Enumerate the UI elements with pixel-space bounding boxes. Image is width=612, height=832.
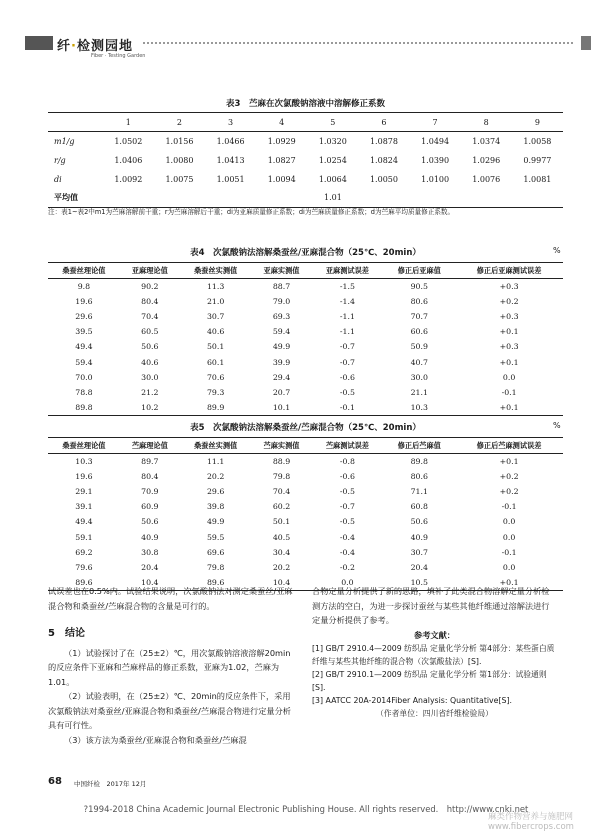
table5-cell: 59.1: [75, 532, 93, 542]
table5-cell: 79.6: [75, 562, 93, 572]
page-number: 68: [48, 776, 62, 787]
table4: [48, 262, 563, 416]
table4-cell: -1.5: [339, 281, 355, 291]
table3-col: 6: [358, 113, 409, 132]
table5-cell: 60.9: [141, 502, 159, 512]
table4-col: 修正后亚麻测试误差: [455, 263, 563, 279]
table4-cell: 20.7: [272, 387, 291, 397]
table4-row: [48, 385, 563, 400]
table5-cell: 40.9: [410, 532, 428, 542]
table5-cell: 20.2: [206, 471, 225, 481]
table3-col: 1: [103, 113, 154, 132]
table4-cell: -1.1: [339, 327, 355, 337]
reference-item: [3] AATCC 20A-2014Fiber Analysis: Quantitative[S].: [312, 696, 512, 705]
table5-caption: 表5 次氯酸钠法溶解桑蚕丝/苎麻混合物（25℃、20min）: [190, 423, 421, 433]
table5-cell: 70.9: [141, 486, 159, 496]
table5-cell: 10.4: [252, 575, 312, 590]
table5-col: 桑蚕丝理论值: [48, 438, 120, 454]
table4-cell: -1.1: [339, 311, 355, 321]
table4-cell: 79.3: [206, 387, 225, 397]
table4-cell: +0.1: [455, 400, 563, 415]
table4-cell: 50.6: [141, 342, 159, 352]
table5-cell: 10.4: [120, 575, 180, 590]
table5-cell: 79.8: [272, 471, 291, 481]
table4-cell: 49.9: [272, 342, 291, 352]
table4-cell: -0.5: [339, 387, 355, 397]
reference-item: [1] GB/T 2910.4—2009 纺织品 定量化学分析 第4部分：某些蛋白质纤维与某些其他纤维的混合物（次氯酸盐法）[S].: [312, 644, 555, 666]
left-column: [48, 584, 293, 747]
table5-row: [48, 469, 563, 484]
table4-row: [48, 354, 563, 369]
table5-cell: 0.0: [502, 562, 516, 572]
table3-col: 7: [410, 113, 461, 132]
table4-cell: 9.8: [77, 281, 91, 291]
reference-item: [2] GB/T 2910.1—2009 纺织品 定量化学分析 第1部分：试验通则[S].: [312, 670, 547, 692]
table5-cell: 20.4: [410, 562, 428, 572]
table5: [48, 437, 563, 591]
table5-cell: -0.2: [339, 562, 355, 572]
table4-cell: 50.1: [206, 342, 225, 352]
table4-cell: 60.5: [141, 327, 159, 337]
table4-cell: 60.1: [206, 357, 225, 367]
table4-cell: 30.0: [410, 372, 428, 382]
table4-col: 桑蚕丝实测值: [180, 263, 252, 279]
author-affiliation: （作者单位：四川省纤维检验局）: [376, 709, 493, 718]
table4-cell: -0.7: [339, 342, 355, 352]
table5-cell: 60.8: [410, 502, 428, 512]
table5-cell: 49.9: [206, 517, 225, 527]
table4-cell: -0.6: [339, 372, 355, 382]
table4-cell: 80.4: [141, 296, 159, 306]
header-subtitle: Fiber · Testing Garden: [91, 53, 146, 59]
table5-row: [48, 514, 563, 529]
table4-cell: 90.2: [141, 281, 159, 291]
table4-cell: +0.1: [499, 357, 519, 367]
table3-note: 注：表1~表2中m1为苎麻溶解前干重；r为苎麻溶解后干重；di为亚麻质量修正系数；di为苎麻质量修正系数；d为苎麻平均质量修正系数。: [48, 208, 455, 216]
table4-cell: +0.3: [499, 281, 519, 291]
table3-col: 8: [461, 113, 512, 132]
table4-cell: 78.8: [75, 387, 93, 397]
table4-row: [48, 294, 563, 309]
table5-cell: 80.4: [141, 471, 159, 481]
table4-cell: 50.9: [410, 342, 428, 352]
table5-cell: 89.8: [410, 456, 428, 466]
table5-cell: +0.2: [499, 486, 519, 496]
table4-cell: 90.5: [410, 281, 428, 291]
table5-cell: 30.8: [141, 547, 159, 557]
table4-row: [48, 400, 563, 415]
table5-cell: -0.4: [339, 547, 355, 557]
table4-cell: +0.3: [499, 342, 519, 352]
table5-row: [48, 545, 563, 560]
conclusion-2: （2）试验表明，在（25±2）℃、20min的反应条件下，采用次氯酸钠法对桑蚕丝/亚麻混合物和桑蚕丝/苎麻混合物进行定量分析具有可行性。: [48, 691, 291, 730]
table5-cell: -0.4: [339, 532, 355, 542]
table4-cell: 80.6: [410, 296, 428, 306]
table3-row: r/g 1.0406 1.0080 1.0413 1.0827 1.0254 1.0824 1.0390 1.0296 0.9977: [54, 155, 552, 165]
table4-cell: 29.4: [272, 372, 291, 382]
table3-col: [48, 113, 103, 132]
table5-cell: 79.8: [206, 562, 225, 572]
table4-cell: 89.8: [48, 400, 120, 415]
table3-row: di 1.0092 1.0075 1.0051 1.0094 1.0064 1.0050 1.0100 1.0076 1.0081: [54, 174, 552, 184]
table3-col: 2: [154, 113, 205, 132]
right-column: [312, 584, 557, 722]
table5-header-row: [48, 438, 563, 454]
table5-cell: 11.1: [206, 456, 225, 466]
table3-row: m1/g 1.0502 1.0156 1.0466 1.0929 1.0320 1.0878 1.0494 1.0374 1.0058: [54, 136, 552, 146]
table5-cell: 89.6: [180, 575, 252, 590]
table4-cell: 39.9: [272, 357, 291, 367]
table4-caption: 表4 次氯酸钠法溶解桑蚕丝/亚麻混合物（25℃、20min）: [190, 248, 421, 258]
table4-cell: 59.4: [75, 357, 93, 367]
table5-cell: 10.5: [383, 575, 455, 590]
table4-cell: 70.7: [410, 311, 428, 321]
table5-cell: -0.6: [339, 471, 355, 481]
table5-cell: 50.1: [272, 517, 291, 527]
table5-col: 修正后苎麻测试误差: [455, 438, 563, 454]
table5-cell: +0.2: [499, 471, 519, 481]
table5-cell: 0.0: [502, 532, 516, 542]
table4-row: [48, 339, 563, 354]
table5-cell: 59.5: [206, 532, 225, 542]
table3-avg-row: [48, 189, 563, 208]
table4-cell: 60.6: [410, 327, 428, 337]
table5-cell: 60.2: [272, 502, 291, 512]
table4-header-row: [48, 263, 563, 279]
table5-col: 修正后苎麻值: [383, 438, 455, 454]
table5-cell: 40.5: [272, 532, 291, 542]
table4-cell: 10.2: [120, 400, 180, 415]
table5-cell: 80.6: [410, 471, 428, 481]
table4-cell: 70.4: [141, 311, 159, 321]
section-heading: 5 结论: [48, 628, 85, 639]
table5-cell: 71.1: [410, 486, 428, 496]
table5-cell: 50.6: [410, 517, 428, 527]
watermark: 麻类作物营养与施肥网 www.fibercrops.com: [488, 812, 574, 832]
copyright-footer: ?1994-2018 China Academic Journal Electronic Publishing House. All rights reserved. http://www.cnki.net: [83, 804, 529, 814]
table5-col: 苎麻实测值: [252, 438, 312, 454]
table3-col: 4: [256, 113, 307, 132]
table4-cell: 10.1: [252, 400, 312, 415]
table4-cell: 40.7: [410, 357, 428, 367]
table5-col: 苎麻测试误差: [311, 438, 383, 454]
table5-cell: 39.8: [206, 502, 225, 512]
table5-cell: 30.4: [272, 547, 291, 557]
table5-row: [48, 499, 563, 514]
table4-cell: 59.4: [272, 327, 291, 337]
table4-row: [48, 324, 563, 339]
table5-cell: 49.4: [75, 517, 93, 527]
table5-cell: 30.7: [410, 547, 428, 557]
table5-cell: 0.0: [311, 575, 383, 590]
table5-row: [48, 454, 563, 469]
table4-cell: 30.7: [206, 311, 225, 321]
table5-cell: +0.1: [499, 456, 519, 466]
table4-cell: 21.2: [141, 387, 159, 397]
table5-cell: 20.2: [272, 562, 291, 572]
table5-cell: 20.4: [141, 562, 159, 572]
table5-cell: -0.5: [339, 517, 355, 527]
table3-col: 5: [307, 113, 358, 132]
table4-cell: 79.0: [272, 296, 291, 306]
journal-info: 中国纤检 2017年 12月: [74, 780, 147, 788]
table4-cell: 49.4: [75, 342, 93, 352]
table4-cell: -0.1: [311, 400, 383, 415]
table5-cell: 39.1: [75, 502, 93, 512]
table5-cell: 19.6: [75, 471, 93, 481]
table3-caption: 表3 苎麻在次氯酸钠溶液中溶解修正系数: [226, 99, 385, 109]
table4-cell: +0.3: [499, 311, 519, 321]
table3-avg-value: 1.01: [103, 189, 563, 208]
table5-col: 桑蚕丝实测值: [180, 438, 252, 454]
table4-cell: -1.4: [339, 296, 355, 306]
table5-cell: 50.6: [141, 517, 159, 527]
table5-col: 苎麻理论值: [120, 438, 180, 454]
header-block: [581, 36, 591, 50]
table4-cell: 89.9: [180, 400, 252, 415]
table4-cell: 0.0: [502, 372, 516, 382]
table3-avg-label: 平均值: [48, 189, 103, 208]
table4-cell: 40.6: [206, 327, 225, 337]
table4-cell: +0.1: [499, 327, 519, 337]
table4-cell: 21.0: [206, 296, 225, 306]
table5-cell: 29.1: [75, 486, 93, 496]
table4-unit: %: [553, 246, 561, 255]
table4-row: [48, 309, 563, 324]
body-paragraph: 合物定量分析提供了新的思路，填补了此类混合物溶解定量分析检测方法的空白，为进一步探讨蚕丝与某些其他纤维通过溶解法进行定量分析提供了参考。: [312, 586, 550, 625]
header-divider: [143, 42, 573, 44]
table4-cell: -0.7: [339, 357, 355, 367]
table5-cell: +0.1: [455, 575, 563, 590]
table4-cell: 69.3: [272, 311, 291, 321]
table4-cell: +0.2: [499, 296, 519, 306]
table5-row: [48, 484, 563, 499]
table4-cell: 21.1: [410, 387, 428, 397]
conclusion-3: （3）该方法为桑蚕丝/亚麻混合物和桑蚕丝/苎麻混: [64, 734, 247, 745]
table4-cell: 11.3: [206, 281, 225, 291]
table5-cell: 69.2: [75, 547, 93, 557]
table5-cell: -0.1: [501, 502, 517, 512]
table5-row: [48, 529, 563, 544]
table5-cell: -0.5: [339, 486, 355, 496]
table4-cell: 88.7: [272, 281, 291, 291]
table4-cell: 70.0: [75, 372, 93, 382]
table5-unit: %: [553, 421, 561, 430]
table4-col: 修正后亚麻值: [383, 263, 455, 279]
table4-cell: 10.3: [383, 400, 455, 415]
table5-cell: 10.3: [75, 456, 93, 466]
table5-cell: 89.6: [48, 575, 120, 590]
table4-cell: 70.6: [206, 372, 225, 382]
table5-cell: -0.7: [339, 502, 355, 512]
table5-cell: 0.0: [502, 517, 516, 527]
table5-cell: 70.4: [272, 486, 291, 496]
table5-cell: -0.8: [339, 456, 355, 466]
table4-cell: 30.0: [141, 372, 159, 382]
table4-cell: -0.1: [501, 387, 517, 397]
table5-cell: 40.9: [141, 532, 159, 542]
table3: [48, 112, 563, 208]
page-header: [25, 26, 585, 62]
table4-col: 亚麻理论值: [120, 263, 180, 279]
table4-cell: 29.6: [75, 311, 93, 321]
table3-col: 3: [205, 113, 256, 132]
table4-col: 亚麻测试误差: [311, 263, 383, 279]
table4-col: 亚麻实测值: [252, 263, 312, 279]
header-title: 纤·检测园地: [57, 39, 133, 54]
table4-col: 桑蚕丝理论值: [48, 263, 120, 279]
header-bar: [25, 36, 53, 50]
table5-cell: 29.6: [206, 486, 225, 496]
table5-cell: -0.1: [501, 547, 517, 557]
table5-cell: 69.6: [206, 547, 225, 557]
table4-row: [48, 370, 563, 385]
conclusion-1: （1）试验探讨了在（25±2）℃，用次氯酸钠溶液溶解20min的反应条件下亚麻和苎麻样品的修正系数，亚麻为1.02，苎麻为1.01。: [48, 647, 291, 687]
table5-cell: 88.9: [272, 456, 291, 466]
references-heading: 参考文献：: [414, 629, 455, 640]
table4-row: [48, 279, 563, 294]
table5-cell: 89.7: [141, 456, 159, 466]
table4-cell: 40.6: [141, 357, 159, 367]
table5-row: [48, 560, 563, 575]
table4-cell: 39.5: [75, 327, 93, 337]
table4-cell: 19.6: [75, 296, 93, 306]
table3-col: 9: [512, 113, 563, 132]
body-paragraph: 试误差也在0.5%内。试验结果说明，次氯酸钠法对测定桑蚕丝/亚麻混合物和桑蚕丝/苎麻混合物的含量是可行的。: [48, 586, 293, 611]
